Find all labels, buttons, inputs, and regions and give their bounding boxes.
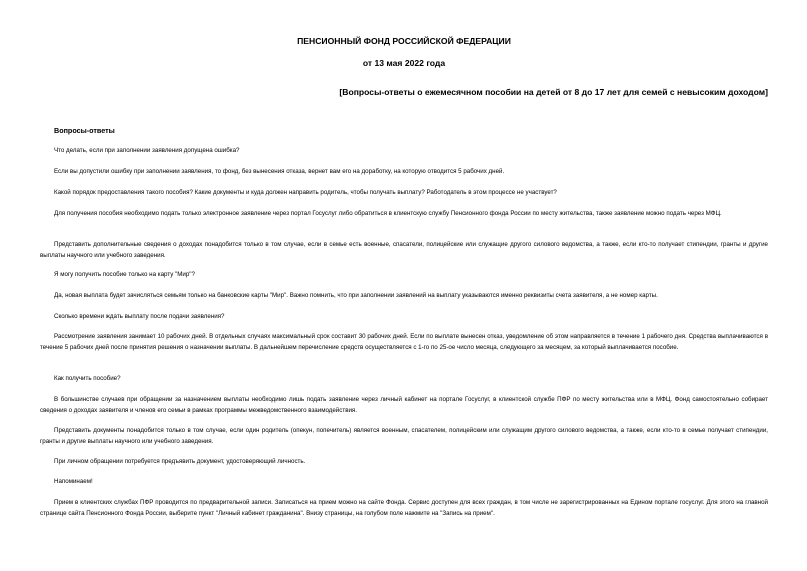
answer-paragraph: Рассмотрение заявления занимает 10 рабочих дней. В отдельных случаях максимальный срок составит 30 рабочих дней. Если по выплате вынесен отказ, уведомление об этом направляется в течение 1 рабочего дня. Средства выплачиваются в течение 5 рабочих дней после принятия решения о назначении выплаты. В дальнейшем перечисление средств осуществляется с 1-го по 25-ое число месяца, следующего за месяцем, за который выплачивается пособие. — [40, 333, 768, 351]
question-paragraph: Сколько времени ждать выплату после подачи заявления? — [54, 313, 225, 320]
organization-heading: ПЕНСИОННЫЙ ФОНД РОССИЙСКОЙ ФЕДЕРАЦИИ — [297, 36, 511, 46]
answer-paragraph: При личном обращении потребуется предъявить документ, удостоверяющий личность. — [54, 458, 306, 465]
answer-paragraph: Если вы допустили ошибку при заполнении заявления, то фонд, без вынесения отказа, вернет вам его на доработку, на которую отводится 5 рабочих дней. — [54, 168, 505, 175]
answer-paragraph: Представить документы понадобится только в том случае, если один родитель (опекун, попечитель) является военным, спасателем, полицейским или служащим другого силового ведомства, а также, если кто-то в семье получает стипендии, гранты и другие выплаты научного или учебного заведения. — [40, 427, 768, 445]
document-page — [40, 0, 768, 571]
question-paragraph: Что делать, если при заполнении заявления допущена ошибка? — [54, 147, 240, 154]
question-paragraph: Я могу получить пособие только на карту "Мир"? — [54, 271, 195, 278]
answer-paragraph: Представить дополнительные сведения о доходах понадобится только в том случае, если в семье есть военные, спасатели, полицейские или служащие другого силового ведомства, а также, если кто-то получает стипендии, гранты и другие выплаты научного или учебного заведения. — [40, 241, 768, 259]
notice-paragraph: Прием в клиентских службах ПФР проводится по предварительной записи. Записаться на прием можно на сайте Фонда. Сервис доступен для всех граждан, в том числе не зарегистрированных на Едином портале госуслуг. Для этого на главной странице сайта Пенсионного Фонда России, выберите пункт "Личный кабинет гражданина". Внизу страницы, на голубом поле нажмите на "Запись на прием". — [40, 499, 768, 517]
answer-paragraph: Да, новая выплата будет зачисляться семьям только на банковские карты "Мир". Важно помнить, что при заполнении заявлений на выплату указываются именно реквизиты счета заявителя, а не номер карты. — [54, 292, 658, 299]
notice-heading: Напоминаем! — [54, 478, 93, 485]
question-paragraph: Как получить пособие? — [54, 375, 121, 382]
answer-paragraph: Для получения пособия необходимо подать только электронное заявление через портал Госуслуг либо обратиться в клиентскую службу Пенсионного фонда России по месту жительства, также заявление можно подать через МФЦ. — [54, 210, 722, 217]
question-paragraph: Какой порядок предоставления такого пособия? Какие документы и куда должен направить родитель, чтобы получать выплату? Работодатель в этом процессе не участвует? — [54, 189, 557, 196]
document-date: от 13 мая 2022 года — [362, 58, 446, 68]
answer-paragraph: В большинстве случаев при обращении за назначением выплаты необходимо лишь подать заявление через личный кабинет на портале Госуслуг, в клиентской службе ПФР по месту жительства или в МФЦ. Фонд самостоятельно собирает сведения о доходах заявителя и членов его семьи в рамках программы межведомственного взаимодействия. — [40, 396, 768, 414]
document-title: [Вопросы-ответы о ежемесячном пособии на детей от 8 до 17 лет для семей с невысоким доходом] — [339, 87, 768, 97]
section-title: Вопросы-ответы — [54, 126, 115, 135]
